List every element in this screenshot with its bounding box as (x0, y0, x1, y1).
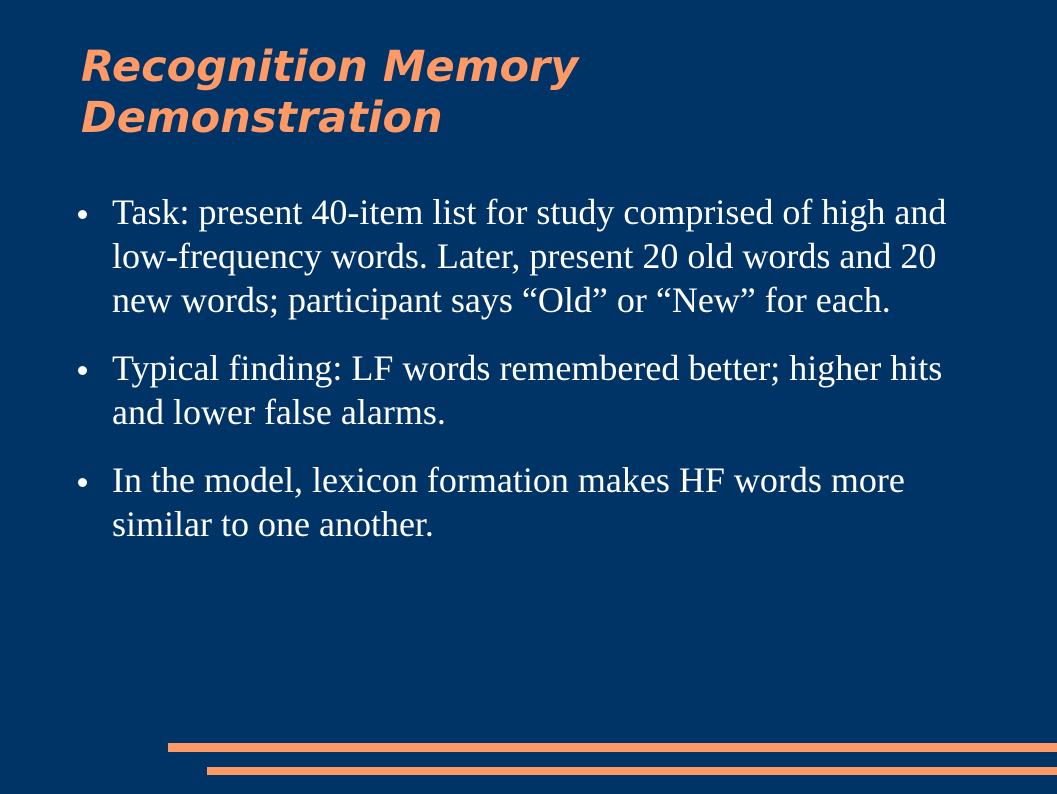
bullet-dot-icon (78, 478, 87, 487)
bullet-item-task (78, 190, 978, 322)
slide-title-line-1: Recognition Memory (81, 42, 579, 92)
bullet-item-finding (78, 346, 978, 434)
slide-title-line-2: Demonstration (81, 93, 443, 143)
accent-bar-upper (168, 743, 1057, 752)
slide-title (81, 42, 981, 144)
bullet-text: Task: present 40-item list for study comprised of high and low-frequency words. Later, present 20 old words and 20 new words; participant says “Old” or “New” for each. (112, 192, 947, 320)
bullet-dot-icon (78, 366, 87, 375)
bullet-text: In the model, lexicon formation makes HF words more similar to one another. (112, 460, 905, 544)
bullet-item-model (78, 458, 978, 546)
accent-bar-lower (207, 767, 1057, 775)
bullet-dot-icon (78, 210, 87, 219)
bullet-list (78, 190, 978, 570)
bullet-text: Typical finding: LF words remembered better; higher hits and lower false alarms. (112, 348, 943, 432)
